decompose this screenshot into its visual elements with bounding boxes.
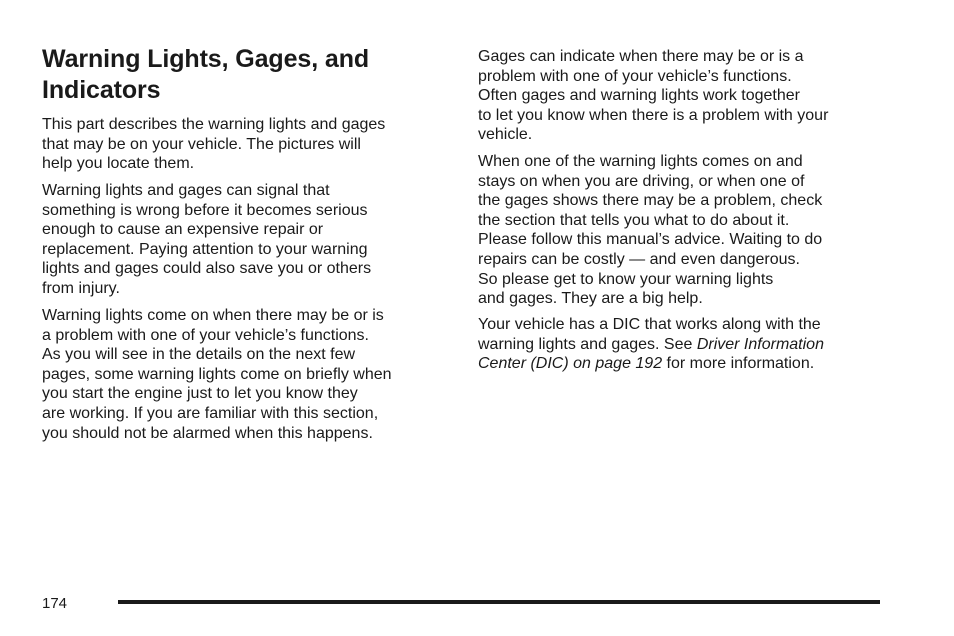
text-line: repairs can be costly — and even dangerous.	[478, 250, 800, 268]
text-line: When one of the warning lights comes on and	[478, 153, 803, 170]
warning-lights-paragraph	[42, 306, 438, 443]
signal-paragraph	[42, 181, 438, 299]
dic-cross-reference-link[interactable]: Driver Information	[696, 335, 824, 353]
text-line: stays on when you are driving, or when one of	[478, 172, 805, 190]
text-line: something is wrong before it becomes serious	[42, 201, 368, 219]
page-title-line: Indicators	[42, 76, 161, 104]
text-line: from injury.	[42, 279, 120, 297]
text-line: you start the engine just to let you know they	[42, 385, 358, 403]
text-line: As you will see in the details on the next few	[42, 346, 356, 364]
text-line: This part describes the warning lights and gages	[42, 116, 386, 133]
intro-paragraph	[42, 115, 438, 174]
page-title	[42, 44, 442, 106]
text-line: the gages shows there may be a problem, check	[478, 192, 823, 210]
text-line: So please get to know your warning lights	[478, 270, 774, 288]
text-line: Warning lights come on when there may be or is	[42, 307, 384, 324]
text-line: enough to cause an expensive repair or	[42, 221, 324, 239]
text-line: lights and gages could also save you or others	[42, 260, 372, 278]
text-line: vehicle.	[478, 126, 533, 144]
text-line: pages, some warning lights come on briefly when	[42, 365, 392, 383]
text-line: Gages can indicate when there may be or is a	[478, 48, 804, 65]
footer-rule	[118, 600, 880, 604]
page-title-line: Warning Lights, Gages, and	[42, 45, 370, 73]
text-line	[478, 354, 880, 374]
text-line: Warning lights and gages can signal that	[42, 182, 330, 199]
advice-paragraph	[478, 152, 880, 309]
text-segment: for more information.	[662, 355, 815, 373]
page-number: 174	[42, 595, 68, 612]
text-segment: warning lights and gages. See	[478, 335, 697, 353]
text-line: and gages. They are a big help.	[478, 290, 703, 308]
text-line: replacement. Paying attention to your warning	[42, 240, 368, 258]
text-line: a problem with one of your vehicle’s functions.	[42, 326, 369, 344]
text-line: Your vehicle has a DIC that works along with the	[478, 316, 821, 333]
text-line: help you locate them.	[42, 155, 195, 173]
text-line: Often gages and warning lights work together	[478, 87, 800, 105]
text-line: that may be on your vehicle. The pictures will	[42, 135, 361, 153]
gages-paragraph	[478, 47, 880, 145]
text-line: to let you know when there is a problem with your	[478, 106, 829, 124]
text-line: the section that tells you what to do about it.	[478, 211, 790, 229]
dic-cross-reference-link[interactable]: Center (DIC) on page 192	[478, 355, 663, 373]
text-line: are working. If you are familiar with this section,	[42, 404, 379, 422]
text-line: Please follow this manual’s advice. Waiting to do	[478, 231, 823, 249]
dic-paragraph	[478, 315, 880, 374]
text-line: problem with one of your vehicle’s functions.	[478, 67, 792, 85]
text-line: you should not be alarmed when this happens.	[42, 424, 373, 442]
text-line	[478, 335, 880, 355]
